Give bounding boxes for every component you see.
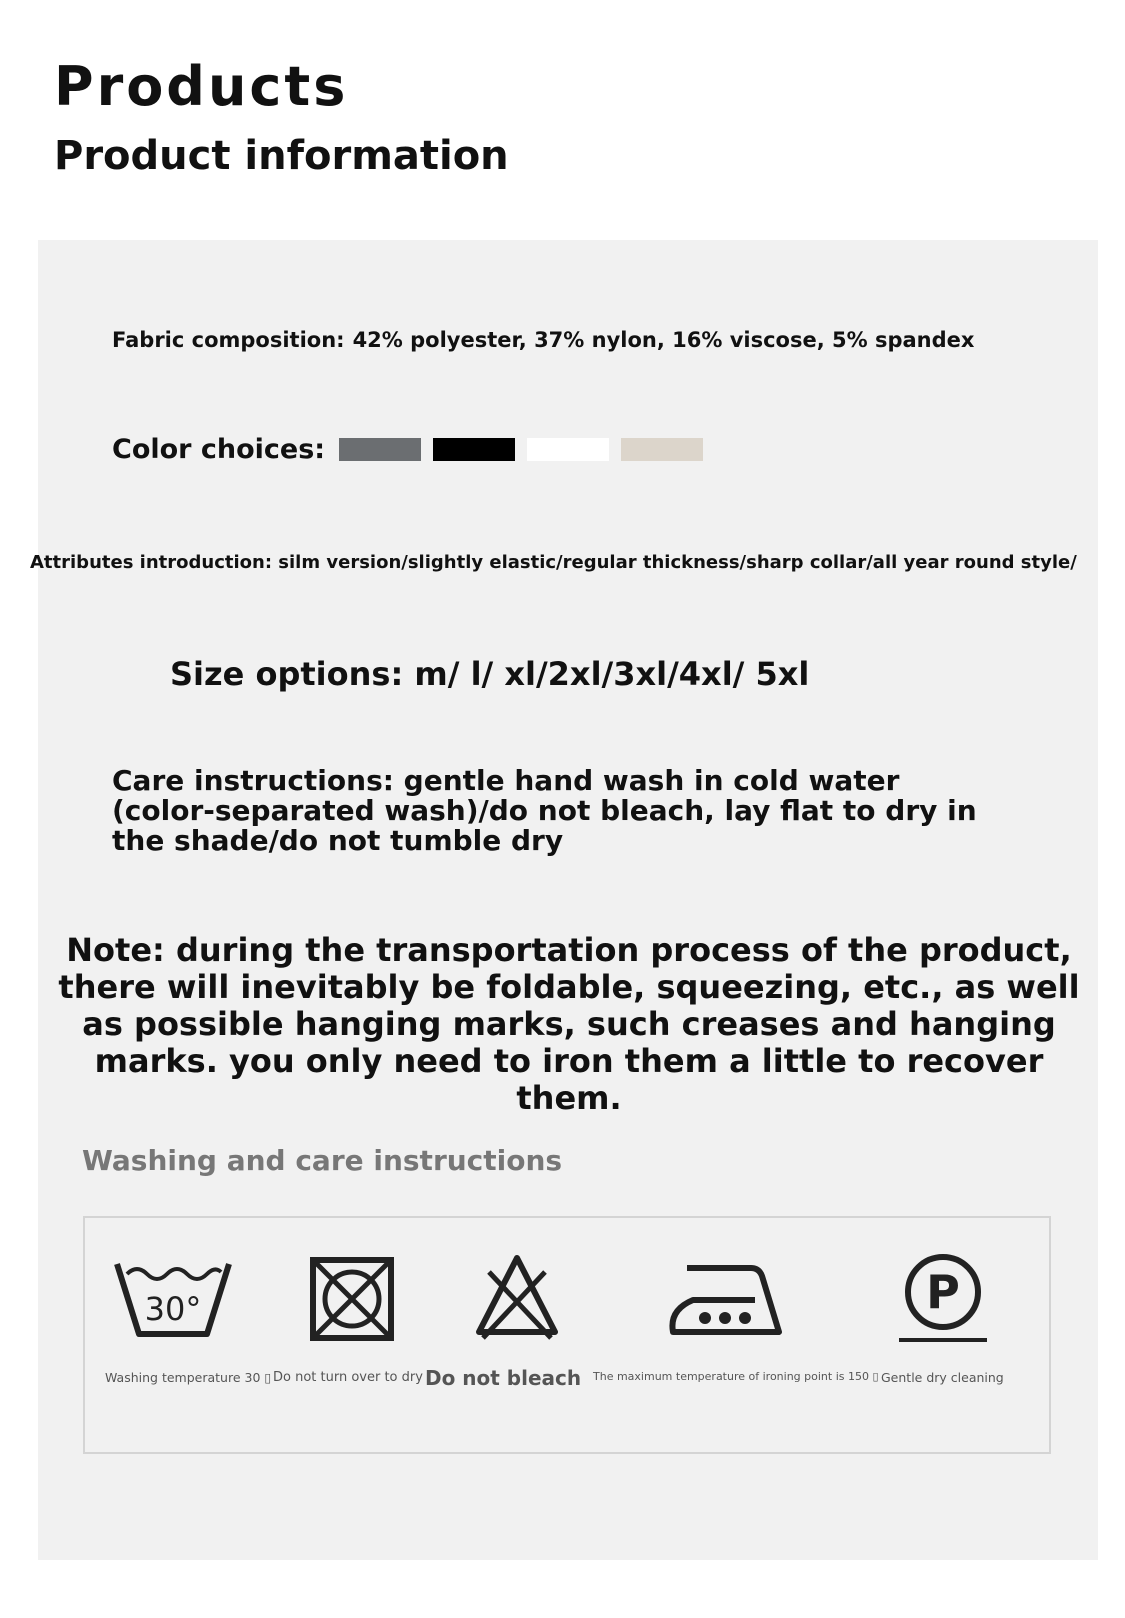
color-swatch-gray[interactable] — [339, 438, 421, 461]
color-swatch-black[interactable] — [433, 438, 515, 461]
wash-30-icon — [113, 1258, 233, 1340]
fabric-composition — [112, 328, 974, 352]
color-swatch-beige[interactable] — [621, 438, 703, 461]
no-bleach-label: Do not bleach — [425, 1366, 582, 1390]
color-swatch-white[interactable] — [527, 438, 609, 461]
wash-temp-glyph: 30° — [144, 1290, 202, 1328]
fabric-value: 42% polyester, 37% nylon, 16% viscose, 5% spandex — [352, 328, 975, 352]
color-choices-label: Color choices: — [112, 434, 326, 465]
no-tumble-dry-icon — [309, 1256, 395, 1342]
dry-clean-glyph: P — [926, 1265, 960, 1319]
no-tumble-dry-label: Do not turn over to dry — [273, 1370, 423, 1385]
care-instructions: Care instructions: gentle hand wash in cold water (color-separated wash)/do not bleach, lay flat to dry in the shade/do not tumble dry — [112, 764, 977, 857]
page-subtitle: Product information — [54, 133, 509, 179]
dry-clean-p-icon — [897, 1252, 989, 1346]
size-options: Size options: m/ l/ xl/2xl/3xl/4xl/ 5xl — [170, 655, 810, 693]
washing-section-title: Washing and care instructions — [82, 1144, 563, 1177]
iron-label: The maximum temperature of ironing point is 150 ▯ — [593, 1370, 879, 1383]
iron-icon — [667, 1260, 783, 1340]
attributes-introduction: Attributes introduction: silm version/slightly elastic/regular thickness/sharp collar/all year round style/ — [30, 552, 1077, 573]
color-choices — [112, 434, 715, 465]
care-symbols-box — [83, 1216, 1051, 1454]
page-title: Products — [54, 55, 349, 118]
transport-note: Note: during the transportation process of the product, there will inevitably be foldable, squeezing, etc., as well as possible hanging marks, such creases and hanging marks. you only need to iron them a little to recover them. — [58, 931, 1080, 1117]
no-bleach-icon — [473, 1252, 561, 1340]
dry-clean-label: Gentle dry cleaning — [881, 1370, 1004, 1385]
fabric-label: Fabric composition: — [112, 328, 345, 352]
wash-30-label: Washing temperature 30 ▯ — [105, 1370, 272, 1385]
